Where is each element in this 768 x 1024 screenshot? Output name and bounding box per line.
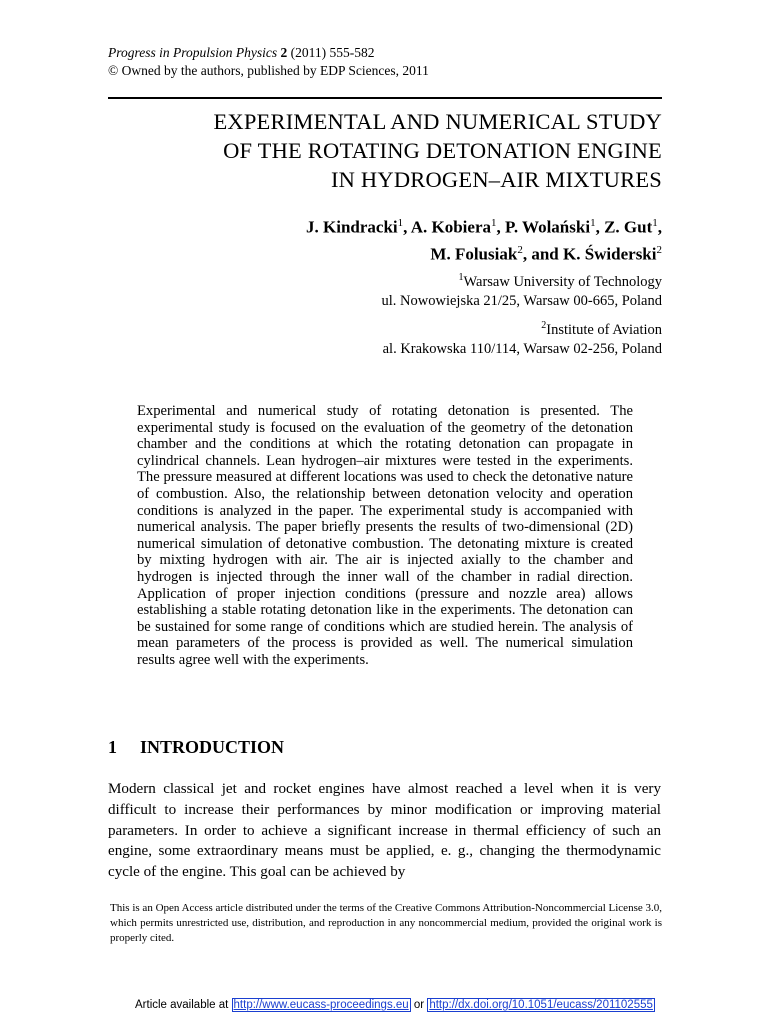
author-line-1 — [102, 212, 662, 239]
license-note: This is an Open Access article distributed under the terms of the Creative Commons Attribution-Noncommercial License 3.0, which permits unrestricted use, distribution, and reproduction in any noncommercial medium, provided the original work is properly cited. — [110, 902, 662, 944]
copyright-line: © Owned by the authors, published by EDP Sciences, 2011 — [108, 63, 429, 78]
affiliations — [102, 268, 662, 360]
footer-or: or — [410, 999, 428, 1011]
author-name: , P. Wolański — [496, 217, 591, 237]
author-line-2 — [102, 239, 662, 266]
author-affil-sup: 1 — [652, 217, 658, 229]
affiliation-2-address: al. Krakowska 110/114, Warsaw 02-256, Poland — [382, 341, 662, 358]
author-affil-sup: 2 — [656, 243, 662, 256]
author-name: J. Kindracki — [306, 217, 398, 237]
section-number: 1 — [108, 737, 117, 757]
section-heading — [108, 737, 284, 758]
author-separator: , — [657, 217, 662, 237]
author-name: M. Folusiak — [430, 244, 518, 264]
author-affil-sup: 2 — [517, 243, 523, 256]
intro-paragraph: Modern classical jet and rocket engines have almost reached a level when it is very difficult to increase their performances by minor modification or improving material parameters. In order to achieve a significant increase in thermal efficiency of such an engine, some extraordinary means must be applied, e. g., changing the thermodynamic cycle of the engine. This goal can be achieved by — [108, 781, 661, 881]
author-name: , A. Kobiera — [403, 217, 491, 237]
title-line-2: OF THE ROTATING DETONATION ENGINE — [223, 138, 662, 163]
journal-header — [108, 44, 429, 80]
header-rule — [108, 97, 662, 99]
title-line-3: IN HYDROGEN–AIR MIXTURES — [330, 167, 662, 192]
affiliation-1-address: ul. Nowowiejska 21/25, Warsaw 00-665, Poland — [381, 293, 662, 310]
eucass-proceedings-link[interactable]: http://www.eucass-proceedings.eu — [233, 999, 409, 1011]
author-affil-sup: 1 — [491, 217, 497, 229]
author-list — [102, 212, 662, 265]
article-availability-footer — [135, 999, 655, 1011]
abstract: Experimental and numerical study of rotating detonation is presented. The experimental study is focused on the evaluation of the geometry of the detonation chamber and the conditions at which the rotating detonation can propagate in cylindrical channels. Lean hydrogen–air mixtures were tested in the experiments. The pressure measured at different locations was used to check the detonative nature of combustion. Also, the relationship between detonation velocity and operation conditions is analyzed in the paper. The experimental study is accompanied with numerical analysis. The paper briefly presents the results of two-dimensional (2D) numerical simulation of detonative combustion. The detonating mixture is created by mixting hydrogen with air. The air is injected axially to the chamber and hydrogen is injected through the inner wall of the chamber in radial direction. Application of proper injection conditions (pressure and nozzle area) allows establishing a stable rotating detonation like in the experiments. The detonation can be sustained for some range of conditions which are studied herein. The analysis of mean parameters of the process is provided as well. The numerical simulation results agree well with the experiments. — [137, 403, 633, 668]
author-affil-sup: 1 — [397, 217, 404, 229]
author-name: , and K. Świderski — [522, 244, 657, 264]
affiliation-2-name: $^2$Institute of Aviation — [541, 319, 662, 338]
journal-name: Progress in Propulsion Physics — [108, 45, 278, 60]
doi-link[interactable]: http://dx.doi.org/10.1051/eucass/201102555 — [429, 999, 653, 1011]
footer-prefix: Article available at — [135, 999, 232, 1011]
section-title: INTRODUCTION — [140, 737, 285, 757]
journal-citation — [108, 44, 429, 62]
title-line-1: EXPERIMENTAL AND NUMERICAL STUDY — [213, 109, 662, 134]
author-affil-sup: 1 — [590, 217, 596, 229]
affiliation-1-sup: 1 — [458, 272, 464, 283]
author-name: , Z. Gut — [595, 217, 653, 237]
journal-year-pages: (2011) 555-582 — [287, 45, 375, 60]
affiliation-2-sup: 2 — [541, 319, 547, 331]
affiliation-1-name: $^1$Warsaw University of Technology — [458, 272, 662, 290]
paper-title — [142, 107, 662, 194]
journal-volume: 2 — [280, 45, 288, 60]
